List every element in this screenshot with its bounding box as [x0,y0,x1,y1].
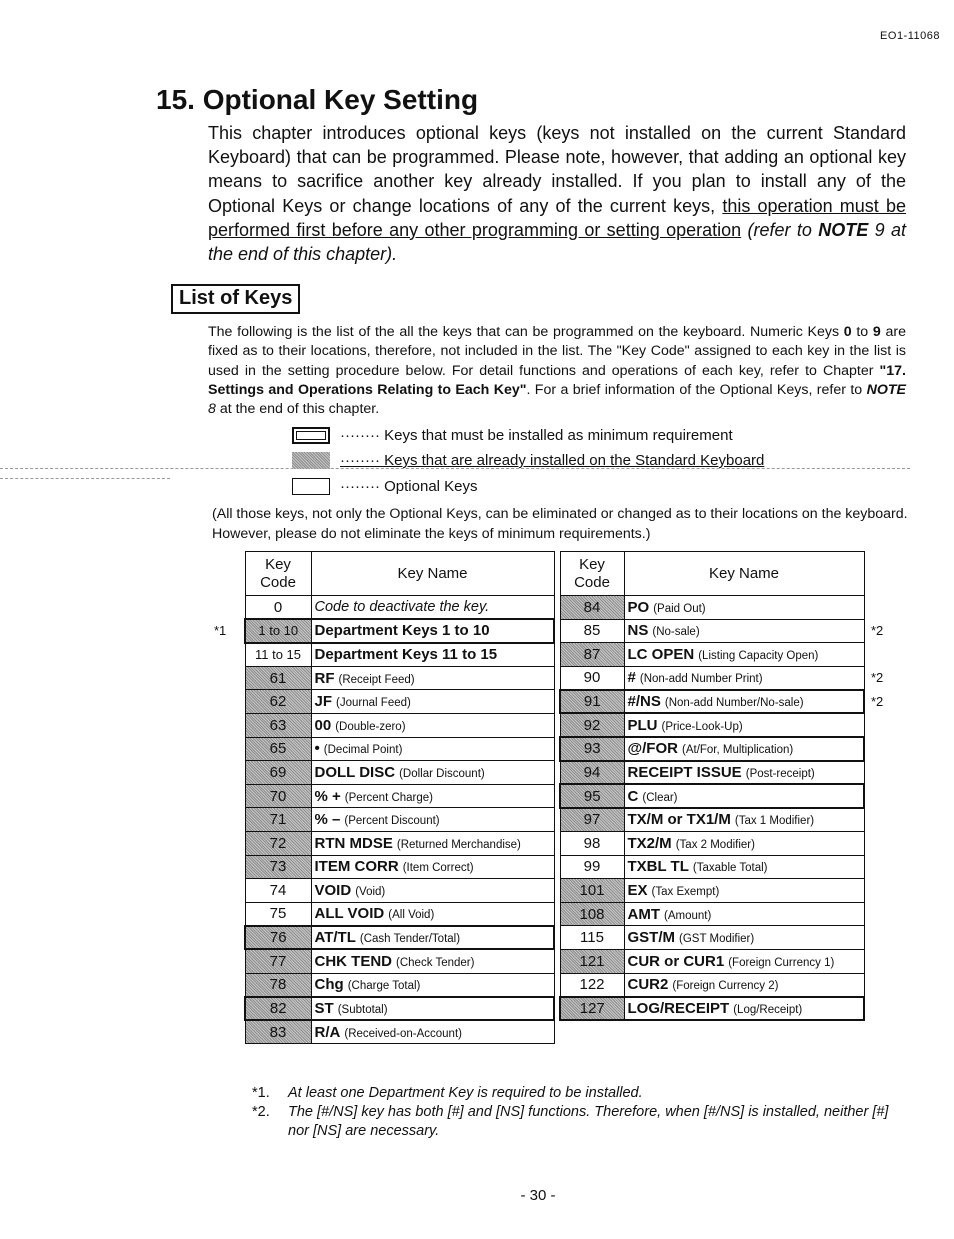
key-description: (Received-on-Account) [344,1027,462,1040]
key-name [311,761,554,785]
section-title: List of Keys [171,284,300,314]
key-label: NS [627,622,649,640]
key-description: (Journal Feed) [336,697,411,710]
header-key-code: Key Code [560,552,624,596]
header-key-code: Key Code [245,552,311,596]
key-row [245,949,554,973]
key-description: (Returned Merchandise) [396,838,521,851]
key-label: ALL VOID [314,905,385,923]
key-code: 91 [560,690,624,714]
intro-italic-end: 9 at the end of this chapter). [208,219,907,265]
key-code: 90 [560,666,624,690]
footnote-1 [252,1084,908,1103]
key-name [624,784,864,808]
key-row [245,902,554,926]
key-label: C [627,787,639,805]
key-code: 98 [560,831,624,855]
key-description: (Post-receipt) [745,767,815,780]
key-code: 63 [245,713,311,737]
key-name [311,997,554,1021]
key-name [624,690,864,714]
key-code: 0 [245,596,311,620]
key-label: @/FOR [627,740,678,758]
footnote-marker: *2 [871,623,884,639]
minimum-requirement-swatch [292,427,330,444]
key-label: # [627,669,636,687]
key-label: % – [314,811,341,829]
desc-bold: 9 [872,324,881,340]
key-table-left [244,551,555,1044]
key-label: CHK TEND [314,952,392,970]
key-name [311,643,554,667]
key-description: (Log/Receipt) [733,1003,803,1016]
key-code: 82 [245,997,311,1021]
key-name [311,879,554,903]
key-label: TXBL TL [627,858,689,876]
key-description: (Double-zero) [335,720,406,733]
key-description: (Check Tender) [396,956,475,969]
key-name [311,596,554,620]
key-row [560,855,864,879]
legend-standard [292,452,764,469]
key-description: (Receipt Feed) [338,673,415,686]
key-description: (GST Modifier) [679,933,755,946]
desc-text: are fixed as to their locations, therefore, not included in the list. The "Key Code" assigned to each key in the list is used in the setting procedure below. For detail functions and operations of each key, refer to Chapter [208,324,906,379]
legend-minimum [292,427,733,444]
key-row [560,997,864,1021]
key-row [245,973,554,997]
key-row [245,619,554,643]
key-description: (Dollar Discount) [399,767,485,780]
footnote-marker: *1 [214,623,227,639]
key-label: LC OPEN [627,645,695,663]
key-description: (Foreign Currency 2) [672,980,779,993]
document-id: EO1-11068 [880,30,940,42]
key-label: LOG/RECEIPT [627,999,730,1017]
key-row [560,737,864,761]
key-table-right [559,551,865,1021]
key-label: #/NS [627,693,661,711]
key-description: (Subtotal) [337,1003,388,1016]
page-title: 15. Optional Key Setting [156,84,479,115]
key-row [560,879,864,903]
key-code: 99 [560,855,624,879]
header-key-name: Key Name [624,552,864,596]
key-label: EX [627,881,648,899]
key-name [624,926,864,950]
key-label: TX2/M [627,834,672,852]
key-name [624,973,864,997]
key-label: CUR2 [627,976,669,994]
key-code: 11 to 15 [245,643,311,667]
key-code: 65 [245,737,311,761]
footnote-marker: *2 [871,693,884,709]
key-name [311,784,554,808]
footnote-text: At least one Department Key is required to be installed. [288,1085,643,1101]
key-code: 83 [245,1020,311,1044]
key-name [624,643,864,667]
intro-text: This chapter introduces optional keys (keys not installed on the current Standard Keyboard) that can be programmed. Please note, however, that adding an optional key means to sacrifice another key already installed. If you plan to install any of the Optional Keys or change locations of any of the current keys, [208,123,906,216]
key-code: 93 [560,737,624,761]
desc-text: . For a brief information of the Optional Keys, refer to [526,381,867,398]
optional-key-swatch [292,478,330,495]
key-code: 1 to 10 [245,619,311,643]
key-name [311,949,554,973]
key-label: RECEIPT ISSUE [627,763,742,781]
key-description: (All Void) [388,909,435,922]
key-code: 87 [560,643,624,667]
key-row [560,619,864,643]
key-label: PO [627,598,650,616]
key-code: 108 [560,902,624,926]
key-row [245,808,554,832]
key-description: (Non-add Number/No-sale) [664,697,804,710]
key-name [624,831,864,855]
intro-italic-text: (refer to [741,219,819,240]
key-description: (Item Correct) [402,862,474,875]
key-row [245,784,554,808]
key-row [245,713,554,737]
key-description: (Tax Exempt) [651,885,720,898]
key-description: (At/For, Multiplication) [682,744,794,757]
key-row [560,949,864,973]
key-row [560,690,864,714]
key-code: 115 [560,926,624,950]
key-label: Department Keys 1 to 10 [314,622,490,640]
key-name [311,855,554,879]
key-code: 101 [560,879,624,903]
footnote-marker: *2 [871,670,884,686]
key-label: VOID [314,881,352,899]
key-name [624,855,864,879]
desc-chapter-ref: "17. Settings and Operations Relating to Each Key" [208,362,906,398]
key-row [245,690,554,714]
key-description: (Non-add Number Print) [639,673,763,686]
key-row [245,643,554,667]
key-label: RF [314,669,335,687]
legend-label: ········ Keys that are already installed on the Standard Keyboard [340,452,765,469]
footnote-number: *2. [252,1104,270,1120]
key-name [624,666,864,690]
key-name [624,902,864,926]
key-row [560,713,864,737]
key-code: 62 [245,690,311,714]
key-name [311,737,554,761]
key-row [245,1020,554,1044]
key-name [624,997,864,1021]
key-description: (Amount) [664,909,712,922]
key-code: 72 [245,831,311,855]
key-row [560,784,864,808]
key-label: 00 [314,716,332,734]
key-name [624,761,864,785]
key-code: 61 [245,666,311,690]
key-code: 95 [560,784,624,808]
key-code: 127 [560,997,624,1021]
standard-keyboard-swatch [292,452,330,469]
key-description: (Tax 1 Modifier) [734,815,815,828]
key-code: 75 [245,902,311,926]
key-code: 76 [245,926,311,950]
key-name [624,879,864,903]
key-name [624,808,864,832]
key-label: Department Keys 11 to 15 [314,646,498,664]
key-label: RTN MDSE [314,834,393,852]
key-code: 73 [245,855,311,879]
key-row [560,831,864,855]
key-description: (Charge Total) [347,980,421,993]
list-description [208,323,906,419]
page-number: - 30 - [520,1187,556,1204]
key-name [311,713,554,737]
scan-artifact-line [0,478,170,479]
key-description: Code to deactivate the key. [314,599,490,616]
key-label: CUR or CUR1 [627,952,725,970]
key-code: 94 [560,761,624,785]
key-row [560,761,864,785]
key-description: (Cash Tender/Total) [359,933,461,946]
key-row [245,926,554,950]
intro-note-ref: NOTE [818,219,869,240]
key-label: % + [314,787,341,805]
key-description: (No-sale) [652,626,700,639]
key-name [624,737,864,761]
key-name [311,902,554,926]
footnote-number: *1. [252,1085,270,1101]
key-description: (Tax 2 Modifier) [675,838,755,851]
key-name [311,808,554,832]
key-label: PLU [627,716,658,734]
key-description: (Decimal Point) [323,744,403,757]
key-code: 77 [245,949,311,973]
key-name [311,973,554,997]
key-row [560,596,864,620]
key-row [245,737,554,761]
desc-note-ref: NOTE [866,381,906,398]
footnote-text: The [#/NS] key has both [#] and [NS] functions. Therefore, when [#/NS] is installed, neither [#] nor [NS] are necessary. [288,1104,889,1139]
key-label: • [314,740,320,758]
key-row [560,926,864,950]
key-label: ITEM CORR [314,858,399,876]
header-key-name: Key Name [311,552,554,596]
key-code: 78 [245,973,311,997]
legend-optional [292,478,478,495]
key-name [311,619,554,643]
key-row [245,855,554,879]
key-description: (Foreign Currency 1) [728,956,835,969]
key-row [245,997,554,1021]
desc-text: at the end of this chapter. [215,401,380,418]
key-code: 97 [560,808,624,832]
key-row [560,808,864,832]
key-label: AT/TL [314,929,356,947]
key-row [560,973,864,997]
key-description: (Paid Out) [653,602,706,615]
key-label: Chg [314,976,344,994]
key-row [560,643,864,667]
key-code: 92 [560,713,624,737]
key-code: 71 [245,808,311,832]
key-description: (Clear) [642,791,678,804]
footnote-2 [252,1103,908,1141]
key-name [311,831,554,855]
key-name [311,666,554,690]
key-description: (Listing Capacity Open) [698,649,819,662]
key-code: 85 [560,619,624,643]
desc-note-number: 8 [208,401,216,418]
key-code: 70 [245,784,311,808]
key-label: GST/M [627,929,675,947]
key-row [245,831,554,855]
key-code: 84 [560,596,624,620]
key-row [245,666,554,690]
key-label: JF [314,693,333,711]
legend-label: ········ Keys that must be installed as minimum requirement [340,427,733,444]
desc-text: to [851,324,873,340]
key-row [245,879,554,903]
key-code: 122 [560,973,624,997]
key-name [311,926,554,950]
intro-underlined-text: this operation must be performed first before any other programming or setting operation [208,195,906,240]
key-description: (Percent Charge) [344,791,434,804]
key-label: AMT [627,905,660,923]
key-description: (Void) [355,885,386,898]
key-name [624,596,864,620]
key-label: R/A [314,1023,341,1041]
elimination-note: (All those keys, not only the Optional Keys, can be eliminated or changed as to their locations on the keyboard. However, please do not eliminate the keys of minimum requirements.) [212,506,908,542]
key-description: (Price-Look-Up) [661,720,743,733]
key-code: 69 [245,761,311,785]
desc-bold: 0 [843,324,852,340]
key-name [624,619,864,643]
key-code: 74 [245,879,311,903]
key-name [311,1020,554,1044]
key-name [624,949,864,973]
key-label: TX/M or TX1/M [627,811,731,829]
key-description: (Percent Discount) [344,815,440,828]
key-description: (Taxable Total) [692,862,768,875]
legend-label: ········ Optional Keys [340,478,478,495]
key-row [245,761,554,785]
key-name [624,713,864,737]
key-name [311,690,554,714]
intro-paragraph [208,121,906,266]
key-label: ST [314,999,334,1017]
key-code: 121 [560,949,624,973]
key-row [245,596,554,620]
key-row [560,902,864,926]
desc-text: The following is the list of the all the keys that can be programmed on the keyboard. Numeric Keys [208,324,844,340]
key-label: DOLL DISC [314,763,396,781]
key-row [560,666,864,690]
